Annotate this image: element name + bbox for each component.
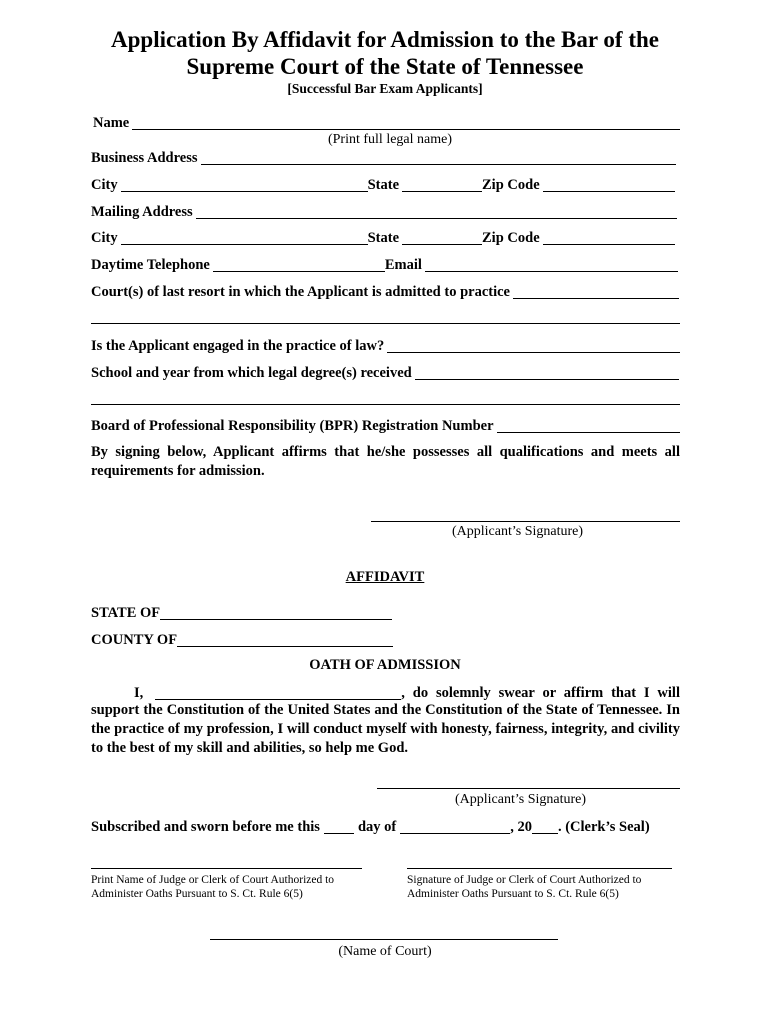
name-field[interactable]	[132, 115, 680, 130]
courts-field[interactable]	[513, 284, 679, 299]
state-of-field[interactable]	[160, 605, 392, 620]
oath-first-line	[134, 684, 680, 702]
form-title-line-2: Supreme Court of the State of Tennessee	[186, 54, 584, 79]
email-label: Email	[384, 257, 422, 273]
county-of-label: COUNTY OF	[91, 632, 178, 648]
applicant-signature-line-1[interactable]	[371, 521, 680, 522]
mailing-address-row	[91, 203, 677, 221]
bpr-label: Board of Professional Responsibility (BPR) Registration Number	[91, 418, 494, 434]
school-field[interactable]	[415, 365, 679, 380]
mailing-address-label: Mailing Address	[91, 204, 193, 220]
mailing-state-field[interactable]	[402, 230, 482, 245]
name-note: (Print full legal name)	[327, 132, 453, 147]
judge-print-name-label: Print Name of Judge or Clerk of Court Authorized to Administer Oaths Pursuant to S. Ct. Rule 6(5)	[91, 874, 335, 900]
affidavit-heading: AFFIDAVIT	[345, 569, 425, 585]
business-zip-label: Zip Code	[482, 177, 540, 193]
daytime-phone-input[interactable]	[213, 258, 385, 272]
judge-signature-label: Signature of Judge or Clerk of Court Authorized to Administer Oaths Pursuant to S. Ct. Rule 6(5)	[407, 874, 642, 900]
daytime-phone-label: Daytime Telephone	[91, 257, 210, 273]
subscribed-part-4: . (Clerk’s Seal)	[557, 819, 650, 835]
applicant-signature-line-2[interactable]	[377, 788, 680, 789]
courts-row	[91, 283, 679, 301]
oath-intro: I,	[134, 685, 144, 701]
subscribed-year-field[interactable]	[532, 819, 558, 834]
business-address-input[interactable]	[201, 151, 676, 165]
name-label: Name	[93, 115, 130, 131]
subscribed-row	[91, 818, 674, 836]
state-of-input[interactable]	[160, 606, 392, 620]
mailing-zip-input[interactable]	[543, 231, 675, 245]
judge-print-name-line[interactable]	[91, 868, 362, 869]
subscribed-year-input[interactable]	[532, 820, 558, 834]
mailing-city-row	[91, 229, 675, 247]
county-of-row	[91, 631, 393, 649]
school-row	[91, 364, 679, 382]
oath-name-input[interactable]	[155, 686, 401, 700]
business-address-label: Business Address	[91, 150, 198, 166]
name-input[interactable]	[132, 116, 680, 130]
mailing-address-field[interactable]	[196, 204, 677, 219]
oath-name-field[interactable]	[155, 685, 401, 700]
name-row	[93, 114, 680, 132]
mailing-zip-field[interactable]	[543, 230, 675, 245]
county-of-field[interactable]	[177, 632, 393, 647]
business-zip-field[interactable]	[543, 177, 675, 192]
county-of-input[interactable]	[177, 633, 393, 647]
subscribed-part-3: , 20	[510, 819, 532, 835]
business-address-field[interactable]	[201, 150, 676, 165]
mailing-zip-label: Zip Code	[482, 230, 540, 246]
daytime-phone-field[interactable]	[213, 257, 385, 272]
practice-field[interactable]	[387, 338, 680, 353]
business-state-input[interactable]	[402, 178, 482, 192]
applicant-signature-label-2: (Applicant’s Signature)	[454, 792, 587, 807]
form-subtitle: [Successful Bar Exam Applicants]	[287, 81, 483, 96]
mailing-state-label: State	[367, 230, 400, 246]
mailing-city-field[interactable]	[121, 230, 368, 245]
business-address-row	[91, 149, 676, 167]
email-input[interactable]	[425, 258, 678, 272]
mailing-state-input[interactable]	[402, 231, 482, 245]
business-city-field[interactable]	[121, 177, 368, 192]
business-city-label: City	[91, 177, 118, 193]
mailing-address-input[interactable]	[196, 205, 677, 219]
judge-signature-line[interactable]	[407, 868, 672, 869]
subscribed-part-2: day of	[357, 819, 397, 835]
affirmation-paragraph: By signing below, Applicant affirms that he/she possesses all qualifications and meets all requirements for admission.	[91, 444, 680, 479]
subscribed-day-input[interactable]	[324, 820, 354, 834]
business-state-field[interactable]	[402, 177, 482, 192]
business-city-row	[91, 176, 675, 194]
school-input[interactable]	[415, 366, 679, 380]
courts-label: Court(s) of last resort in which the Applicant is admitted to practice	[91, 284, 510, 300]
business-city-input[interactable]	[121, 178, 368, 192]
bpr-row	[91, 417, 680, 435]
courts-input[interactable]	[513, 285, 679, 299]
oath-heading: OATH OF ADMISSION	[309, 657, 461, 673]
courts-continuation-line[interactable]	[91, 323, 680, 324]
court-name-label: (Name of Court)	[338, 944, 432, 959]
practice-row	[91, 337, 680, 355]
applicant-signature-label-1: (Applicant’s Signature)	[451, 524, 584, 539]
oath-paragraph: support the Constitution of the United States and the Constitution of the State of Tennessee. In the practice of my profession, I will conduct myself with honesty, fairness, integrity, and civility to the best of my skill and abilities, so help me God.	[91, 702, 680, 756]
business-zip-input[interactable]	[543, 178, 675, 192]
subscribed-part-1: Subscribed and sworn before me this	[91, 819, 320, 835]
school-label: School and year from which legal degree(s) received	[91, 365, 412, 381]
subscribed-day-field[interactable]	[324, 819, 354, 834]
phone-email-row	[91, 256, 678, 274]
practice-question-label: Is the Applicant engaged in the practice of law?	[91, 338, 385, 354]
subscribed-month-input[interactable]	[400, 820, 510, 834]
bpr-input[interactable]	[497, 419, 680, 433]
school-continuation-line[interactable]	[91, 404, 680, 405]
form-title-line-1: Application By Affidavit for Admission to the Bar of the	[111, 27, 659, 52]
practice-input[interactable]	[387, 339, 680, 353]
subscribed-month-field[interactable]	[400, 819, 510, 834]
mailing-city-label: City	[91, 230, 118, 246]
court-name-line[interactable]	[210, 939, 558, 940]
mailing-city-input[interactable]	[121, 231, 368, 245]
oath-text-after-name: , do solemnly swear or affirm that I will	[401, 685, 680, 701]
bpr-field[interactable]	[497, 418, 680, 433]
business-state-label: State	[367, 177, 400, 193]
state-of-row	[91, 604, 392, 622]
email-field[interactable]	[425, 257, 678, 272]
state-of-label: STATE OF	[91, 605, 161, 621]
